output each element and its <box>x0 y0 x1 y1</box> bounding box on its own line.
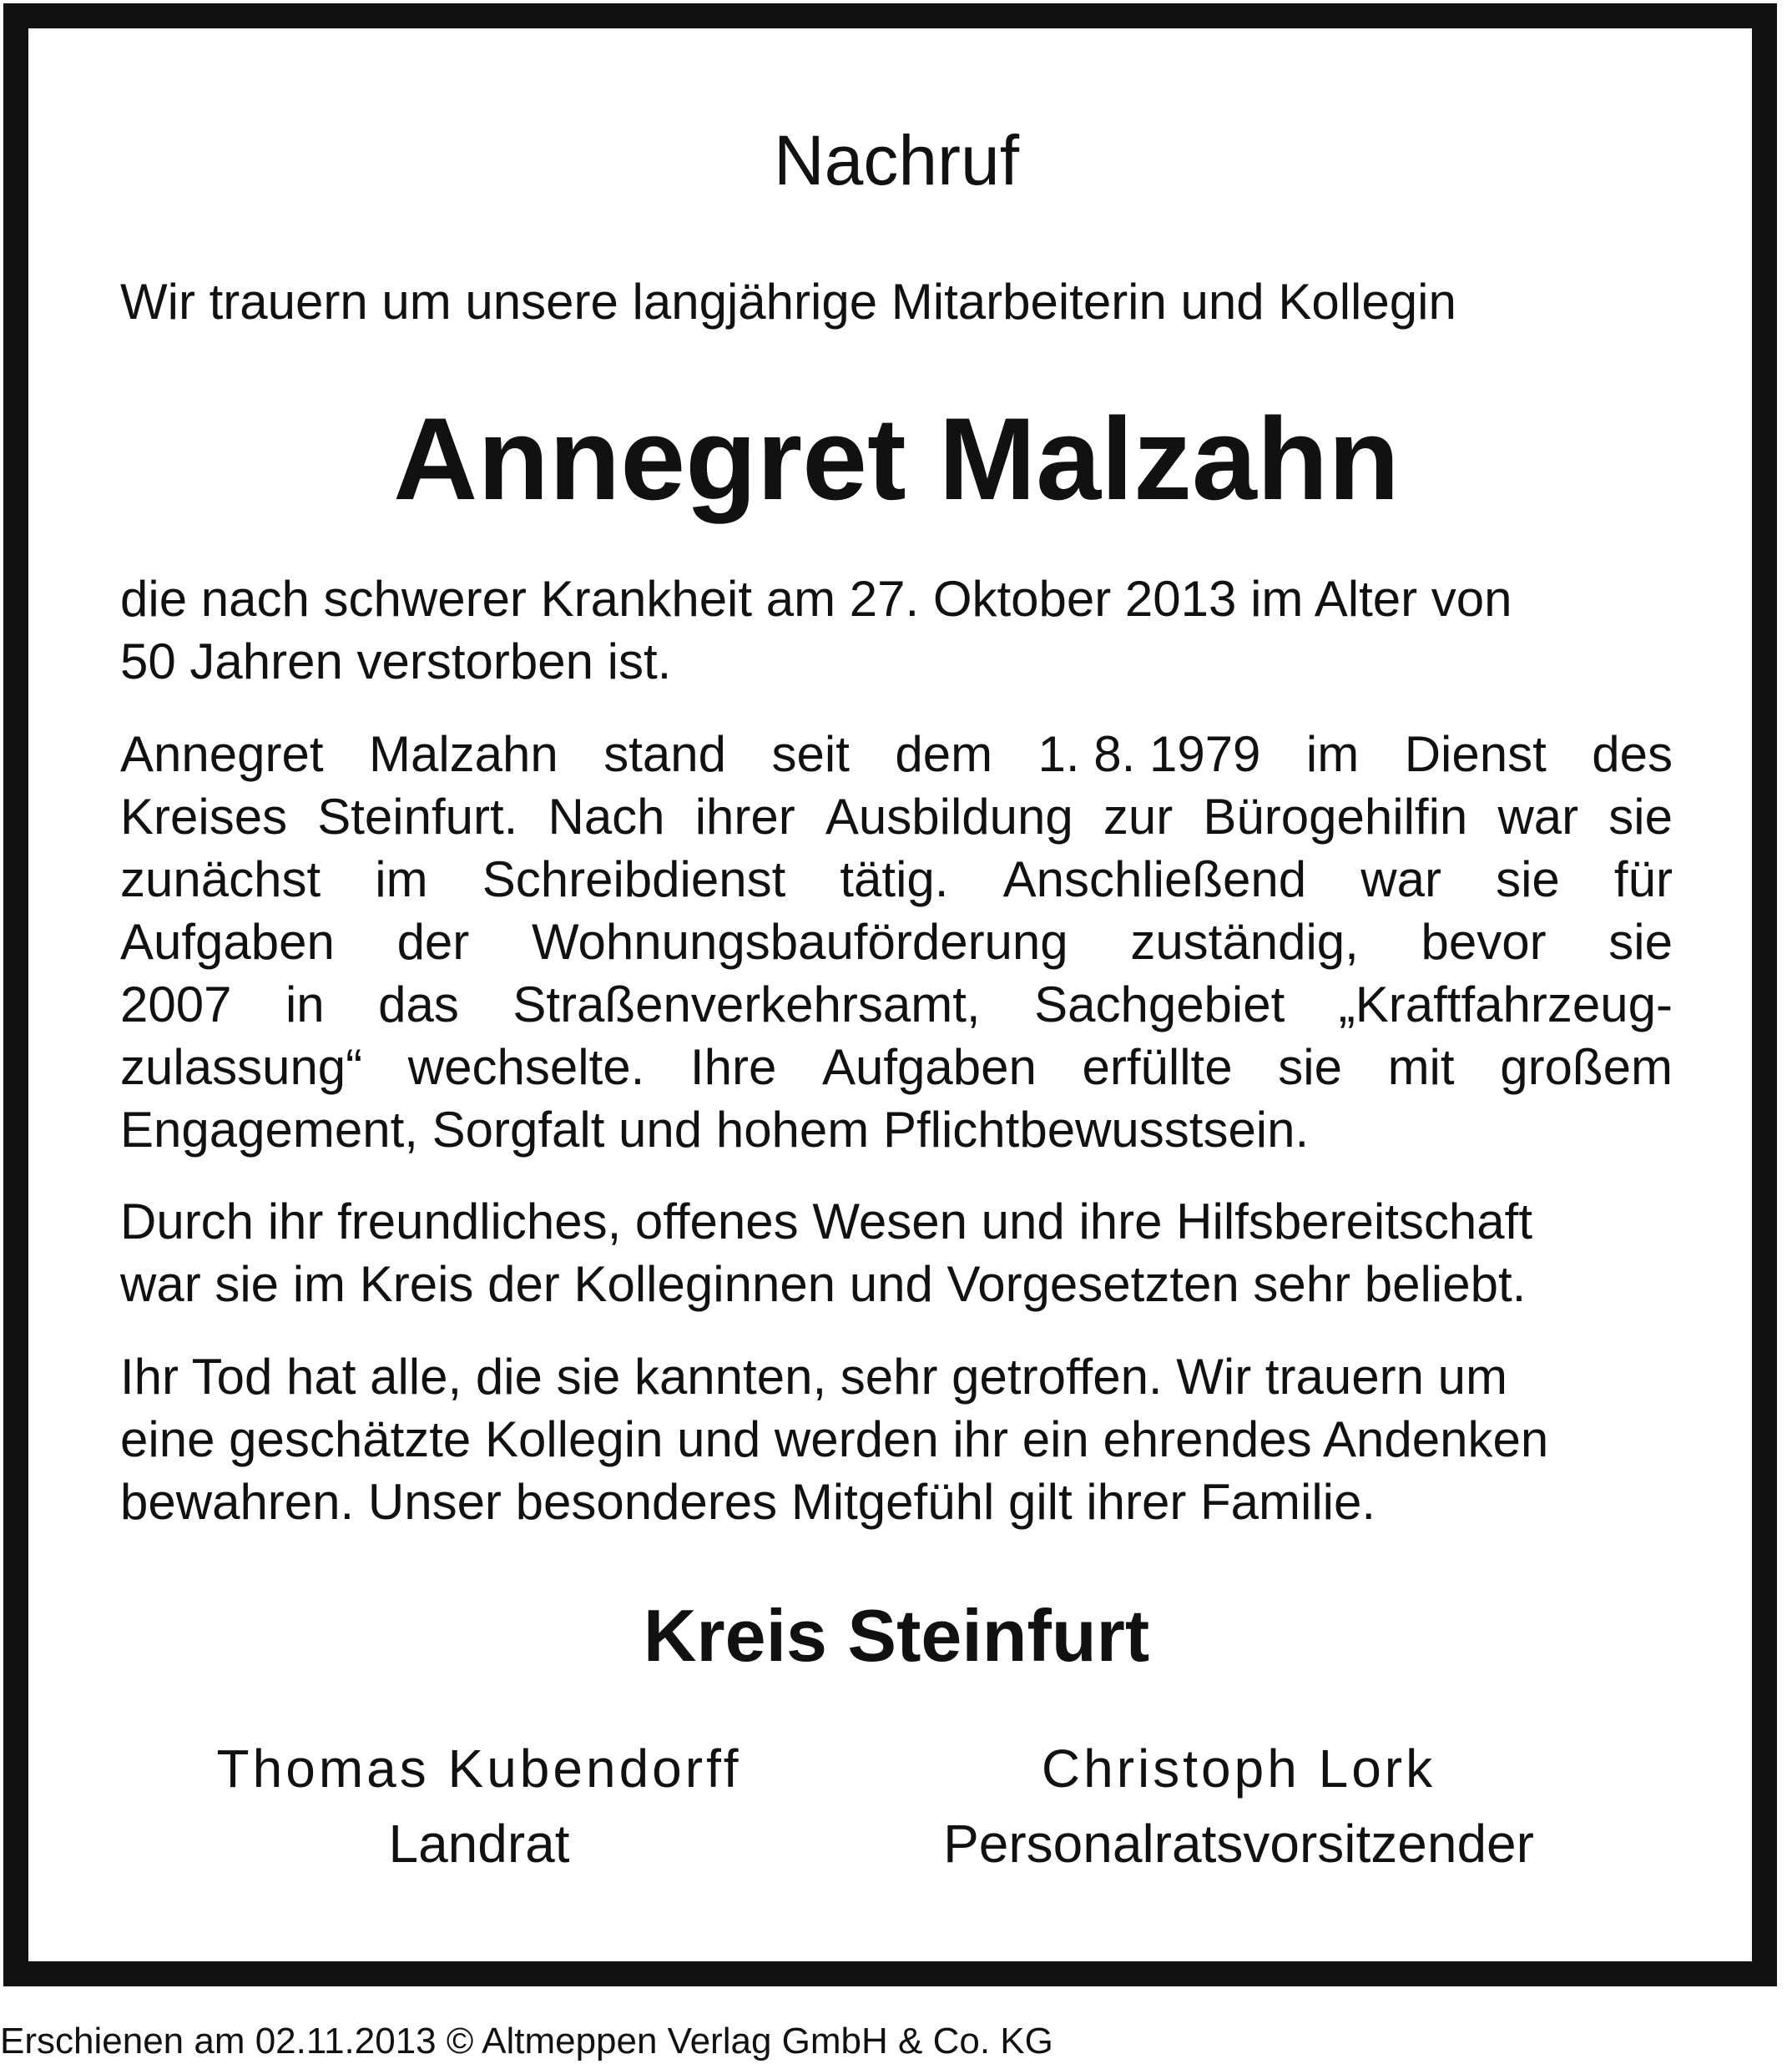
signatory-left <box>170 1731 788 1881</box>
word: war <box>1360 851 1441 907</box>
paragraph-line: Durch ihr freundliches, offenes Wesen und ihre Hilfsbereitschaft <box>120 1193 1532 1249</box>
word: Aufgaben <box>821 1039 1037 1095</box>
word: Bürogehilfin <box>1203 789 1468 845</box>
word: war <box>1497 789 1579 845</box>
word: zur <box>1103 789 1174 845</box>
word: Annegret <box>120 726 324 782</box>
signatory-name: Christoph Lork <box>1041 1738 1436 1799</box>
word: bevor <box>1421 914 1547 970</box>
word: großem <box>1500 1039 1673 1095</box>
word: zulassung“ <box>120 1039 363 1095</box>
word: der <box>396 914 470 970</box>
word: 1. 8. 1979 <box>1037 726 1261 782</box>
paragraph-career <box>120 723 1673 1161</box>
word: zuständig, <box>1130 914 1359 970</box>
signatory-role: Landrat <box>388 1814 570 1874</box>
word: Schreibdienst <box>482 851 786 907</box>
word: Kreises <box>120 789 288 845</box>
signatory-name: Thomas Kubendorff <box>216 1738 742 1799</box>
word: ihrer <box>694 789 795 845</box>
obituary-heading: Nachruf <box>773 121 1020 199</box>
paragraph-line: die nach schwerer Krankheit am 27. Oktober 2013 im Alter von <box>120 571 1512 627</box>
intro-line: Wir trauern um unsere langjährige Mitarbeiterin und Kollegin <box>120 274 1456 330</box>
word: dem <box>895 726 993 782</box>
word: Wohnungsbauförderung <box>531 914 1068 970</box>
word: zunächst <box>120 851 321 907</box>
paragraph-line: Ihr Tod hat alle, die sie kannten, sehr getroffen. Wir trauern um <box>120 1349 1508 1405</box>
word: Anschließend <box>1002 851 1307 907</box>
paragraph-line <box>120 785 1673 848</box>
paragraph-condolence <box>120 1345 1673 1533</box>
word: in <box>285 976 325 1032</box>
paragraph-line <box>120 848 1673 911</box>
obituary-frame <box>3 3 1777 1986</box>
paragraph-line: bewahren. Unser besonderes Mitgefühl gilt ihrer Familie. <box>120 1474 1376 1530</box>
word: stand <box>603 726 727 782</box>
word: „Kraftfahrzeug- <box>1338 976 1673 1032</box>
word: Sachgebiet <box>1034 976 1285 1032</box>
word: tätig. <box>840 851 949 907</box>
word: erfüllte <box>1082 1039 1233 1095</box>
word: sie <box>1608 914 1673 970</box>
paragraph-line: war sie im Kreis der Kolleginnen und Vorgesetzten sehr beliebt. <box>120 1256 1527 1312</box>
word: Aufgaben <box>120 914 335 970</box>
paragraph-line: 50 Jahren verstorben ist. <box>120 633 672 689</box>
word: Malzahn <box>368 726 558 782</box>
word: sie <box>1608 789 1673 845</box>
word: sie <box>1278 1039 1342 1095</box>
word: mit <box>1387 1039 1455 1095</box>
paragraph-death-info <box>120 568 1673 693</box>
deceased-name: Annegret Malzahn <box>393 393 1400 524</box>
word: Straßenverkehrsamt, <box>512 976 981 1032</box>
word: wechselte. <box>407 1039 645 1095</box>
paragraph-line <box>120 723 1673 785</box>
word: 2007 <box>120 976 232 1032</box>
word: Steinfurt. <box>317 789 518 845</box>
paragraph-line: eine geschätzte Kollegin und werden ihr ein ehrendes Andenken <box>120 1411 1549 1467</box>
word: Ausbildung <box>825 789 1073 845</box>
publication-footer: Erschienen am 02.11.2013 © Altmeppen Verlag GmbH & Co. KG <box>0 2021 1053 2061</box>
organization-name: Kreis Steinfurt <box>643 1594 1150 1677</box>
word: Nach <box>548 789 665 845</box>
signatory-role: Personalratsvorsitzender <box>943 1814 1534 1874</box>
word: für <box>1613 851 1673 907</box>
signatory-right <box>855 1731 1623 1881</box>
word: das <box>378 976 459 1032</box>
word: seit <box>771 726 850 782</box>
word: sie <box>1496 851 1560 907</box>
word: Ihre <box>689 1039 777 1095</box>
word: im <box>1305 726 1360 782</box>
word: Engagement, Sorgfalt und hohem Pflichtbewusstsein. <box>120 1102 1310 1158</box>
paragraph-character <box>120 1190 1673 1315</box>
word: im <box>375 851 428 907</box>
word: des <box>1592 726 1673 782</box>
word: Dienst <box>1404 726 1547 782</box>
paragraph-line <box>120 973 1673 1036</box>
paragraph-line <box>120 1036 1673 1098</box>
paragraph-line <box>120 1098 1673 1161</box>
paragraph-line <box>120 911 1673 973</box>
